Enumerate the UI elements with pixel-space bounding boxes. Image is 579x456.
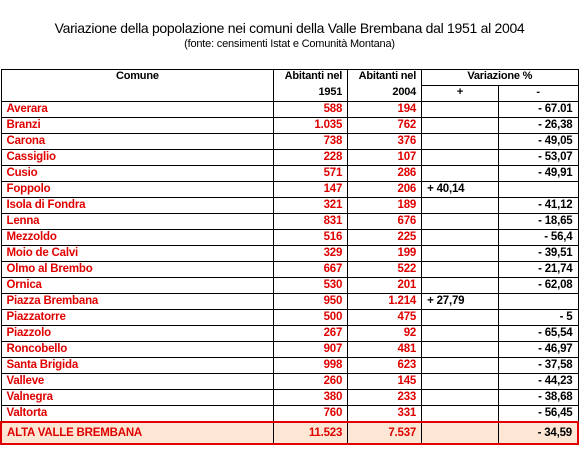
table-row — [1, 246, 578, 262]
abitanti-2004: 676 — [348, 214, 422, 230]
variation-plus — [422, 262, 499, 278]
variation-minus — [498, 182, 578, 198]
variation-plus — [422, 198, 499, 214]
table-row — [1, 390, 578, 406]
comune-name: Carona — [1, 134, 274, 150]
variation-plus: + 27,79 — [422, 294, 499, 310]
comune-name: Mezzoldo — [1, 230, 274, 246]
variation-plus — [422, 390, 499, 406]
abitanti-1951: 516 — [274, 230, 348, 246]
comune-name: Valnegra — [1, 390, 274, 406]
variation-minus: - 65,54 — [498, 326, 578, 342]
comune-name: Branzi — [1, 118, 274, 134]
variation-minus: - 46,97 — [498, 342, 578, 358]
column-header-minus: - — [498, 86, 578, 102]
abitanti-2004: 145 — [348, 374, 422, 390]
abitanti-2004: 107 — [348, 150, 422, 166]
variation-minus: - 18,65 — [498, 214, 578, 230]
variation-minus — [498, 294, 578, 310]
column-header-plus: + — [422, 86, 499, 102]
abitanti-2004: 199 — [348, 246, 422, 262]
abitanti-1951: 571 — [274, 166, 348, 182]
abitanti-1951: 760 — [274, 406, 348, 423]
table-row — [1, 374, 578, 390]
variation-minus: - 44,23 — [498, 374, 578, 390]
table-row — [1, 166, 578, 182]
abitanti-2004: 762 — [348, 118, 422, 134]
comune-name: Cassiglio — [1, 150, 274, 166]
total-variation-plus — [422, 422, 499, 444]
variation-minus: - 49,91 — [498, 166, 578, 182]
total-variation-minus: - 34,59 — [498, 422, 578, 444]
variation-plus — [422, 278, 499, 294]
table-row — [1, 294, 578, 310]
page-subtitle: (fonte: censimenti Istat e Comunità Montana) — [184, 38, 395, 50]
abitanti-2004: 522 — [348, 262, 422, 278]
column-header-1951-line2: 1951 — [274, 86, 348, 102]
variation-plus — [422, 374, 499, 390]
comune-name: Piazzatorre — [1, 310, 274, 326]
table-row — [1, 358, 578, 374]
column-header-2004-line2: 2004 — [348, 86, 422, 102]
table-row — [1, 406, 578, 423]
abitanti-1951: 998 — [274, 358, 348, 374]
variation-minus: - 5 — [498, 310, 578, 326]
comune-name: Averara — [1, 102, 274, 118]
table-row — [1, 102, 578, 118]
table-row — [1, 230, 578, 246]
variation-minus: - 41,12 — [498, 198, 578, 214]
variation-plus — [422, 406, 499, 423]
variation-plus — [422, 358, 499, 374]
comune-name: Isola di Fondra — [1, 198, 274, 214]
comune-name: Ornica — [1, 278, 274, 294]
abitanti-1951: 147 — [274, 182, 348, 198]
comune-name: Roncobello — [1, 342, 274, 358]
comune-name: Moio de Calvi — [1, 246, 274, 262]
variation-minus: - 37,58 — [498, 358, 578, 374]
abitanti-1951: 260 — [274, 374, 348, 390]
population-table — [0, 69, 579, 445]
abitanti-1951: 588 — [274, 102, 348, 118]
variation-minus: - 21,74 — [498, 262, 578, 278]
abitanti-2004: 475 — [348, 310, 422, 326]
abitanti-2004: 92 — [348, 326, 422, 342]
abitanti-1951: 1.035 — [274, 118, 348, 134]
variation-plus — [422, 326, 499, 342]
total-ab1951: 11.523 — [274, 422, 348, 444]
variation-plus — [422, 166, 499, 182]
variation-plus: + 40,14 — [422, 182, 499, 198]
abitanti-1951: 500 — [274, 310, 348, 326]
comune-name: Olmo al Brembo — [1, 262, 274, 278]
variation-minus: - 56,45 — [498, 406, 578, 423]
variation-plus — [422, 230, 499, 246]
comune-name: Lenna — [1, 214, 274, 230]
abitanti-2004: 481 — [348, 342, 422, 358]
column-header-comune: Comune — [1, 70, 274, 102]
table-header-row — [1, 70, 578, 86]
total-comune: ALTA VALLE BREMBANA — [1, 422, 274, 444]
variation-minus: - 62,08 — [498, 278, 578, 294]
variation-minus: - 67.01 — [498, 102, 578, 118]
table-row — [1, 262, 578, 278]
abitanti-2004: 286 — [348, 166, 422, 182]
abitanti-1951: 950 — [274, 294, 348, 310]
abitanti-2004: 331 — [348, 406, 422, 423]
abitanti-1951: 267 — [274, 326, 348, 342]
abitanti-2004: 194 — [348, 102, 422, 118]
variation-minus: - 53,07 — [498, 150, 578, 166]
abitanti-2004: 1.214 — [348, 294, 422, 310]
column-header-1951-line1: Abitanti nel — [274, 70, 348, 86]
variation-plus — [422, 246, 499, 262]
table-row — [1, 342, 578, 358]
abitanti-1951: 831 — [274, 214, 348, 230]
abitanti-2004: 201 — [348, 278, 422, 294]
abitanti-2004: 623 — [348, 358, 422, 374]
comune-name: Foppolo — [1, 182, 274, 198]
total-ab2004: 7.537 — [348, 422, 422, 444]
variation-minus: - 56,4 — [498, 230, 578, 246]
abitanti-1951: 907 — [274, 342, 348, 358]
table-row — [1, 182, 578, 198]
variation-minus: - 39,51 — [498, 246, 578, 262]
abitanti-2004: 233 — [348, 390, 422, 406]
comune-name: Piazza Brembana — [1, 294, 274, 310]
table-row — [1, 134, 578, 150]
table-row — [1, 118, 578, 134]
comune-name: Valleve — [1, 374, 274, 390]
page-title: Variazione della popolazione nei comuni della Valle Brembana dal 1951 al 2004 — [54, 20, 525, 36]
table-row — [1, 278, 578, 294]
abitanti-1951: 738 — [274, 134, 348, 150]
variation-plus — [422, 102, 499, 118]
abitanti-1951: 667 — [274, 262, 348, 278]
abitanti-2004: 206 — [348, 182, 422, 198]
abitanti-1951: 321 — [274, 198, 348, 214]
variation-minus: - 26,38 — [498, 118, 578, 134]
column-header-variazione: Variazione % — [422, 70, 578, 86]
total-row — [1, 422, 578, 444]
variation-minus: - 49,05 — [498, 134, 578, 150]
abitanti-1951: 380 — [274, 390, 348, 406]
comune-name: Santa Brigida — [1, 358, 274, 374]
comune-name: Piazzolo — [1, 326, 274, 342]
variation-plus — [422, 134, 499, 150]
abitanti-1951: 228 — [274, 150, 348, 166]
table-row — [1, 150, 578, 166]
variation-plus — [422, 214, 499, 230]
column-header-2004-line1: Abitanti nel — [348, 70, 422, 86]
abitanti-2004: 225 — [348, 230, 422, 246]
variation-plus — [422, 310, 499, 326]
variation-plus — [422, 342, 499, 358]
table-row — [1, 198, 578, 214]
comune-name: Cusio — [1, 166, 274, 182]
variation-minus: - 38,68 — [498, 390, 578, 406]
table-row — [1, 326, 578, 342]
table-row — [1, 310, 578, 326]
abitanti-1951: 530 — [274, 278, 348, 294]
comune-name: Valtorta — [1, 406, 274, 423]
variation-plus — [422, 118, 499, 134]
table-row — [1, 214, 578, 230]
variation-plus — [422, 150, 499, 166]
abitanti-1951: 329 — [274, 246, 348, 262]
abitanti-2004: 376 — [348, 134, 422, 150]
abitanti-2004: 189 — [348, 198, 422, 214]
